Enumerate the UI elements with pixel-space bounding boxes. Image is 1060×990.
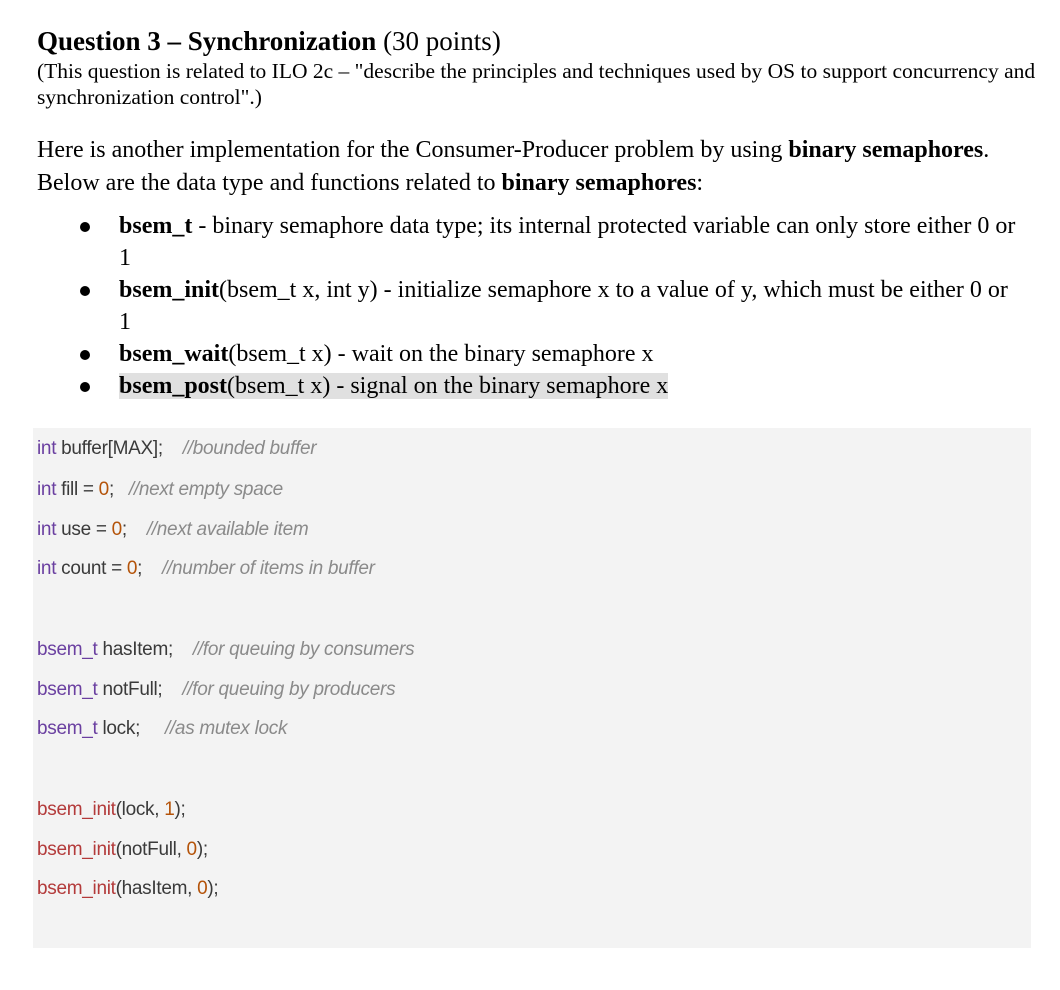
definition-desc: - binary semaphore data type; its internal protected variable can only store either 0 or 1 [119,213,1016,271]
intro-bold-2: binary semaphores [501,170,697,196]
code-line: bsem_init(hasItem, 0); [37,878,219,899]
intro-paragraph [37,134,1037,200]
definition-name: bsem_t [119,213,193,239]
definition-list [0,210,1060,402]
code-line: int buffer[MAX]; //bounded buffer [37,438,317,459]
definition-params: (bsem_t x) [227,373,331,399]
code-line: bsem_init(notFull, 0); [37,839,208,860]
question-title-bold: Question 3 – Synchronization [37,26,377,56]
definition-item [0,210,1019,274]
definition-item [0,338,1019,370]
code-line: bsem_t notFull; //for queuing by producers [37,679,396,700]
question-points: (30 points) [376,26,501,56]
code-line: bsem_t hasItem; //for queuing by consumers [37,639,415,660]
definition-name: bsem_post [119,373,228,399]
question-subtitle: (This question is related to ILO 2c – "describe the principles and techniques used by OS to support concurrency and synchronization control".) [37,59,1036,109]
bullet-icon [80,222,90,232]
code-line: bsem_init(lock, 1); [37,799,186,820]
bullet-icon [80,382,90,392]
definition-desc: - initialize semaphore x to a value of y, which must be either 0 or 1 [119,277,1008,335]
definition-desc: - wait on the binary semaphore x [331,341,654,367]
code-line: bsem_t lock; //as mutex lock [37,718,288,739]
definition-item [0,370,1019,402]
bullet-icon [80,350,90,360]
question-title [37,25,501,57]
intro-text-2: . Below are the data type and functions related to [37,137,990,196]
definition-params: (bsem_t x, int y) [219,277,378,303]
definition-desc: - signal on the binary semaphore x [330,373,669,399]
code-line: int fill = 0; //next empty space [37,479,283,500]
code-line: int count = 0; //number of items in buffer [37,558,375,579]
definition-params: (bsem_t x) [228,341,332,367]
code-block [33,428,1031,948]
intro-bold-1: binary semaphores [788,137,984,163]
definition-name: bsem_init [119,277,220,303]
bullet-icon [80,286,90,296]
code-line: int use = 0; //next available item [37,519,309,540]
definition-item [0,274,1019,338]
intro-text-1: Here is another implementation for the Consumer-Producer problem by using [37,137,789,163]
intro-text-3: : [696,170,704,196]
definition-name: bsem_wait [119,341,229,367]
